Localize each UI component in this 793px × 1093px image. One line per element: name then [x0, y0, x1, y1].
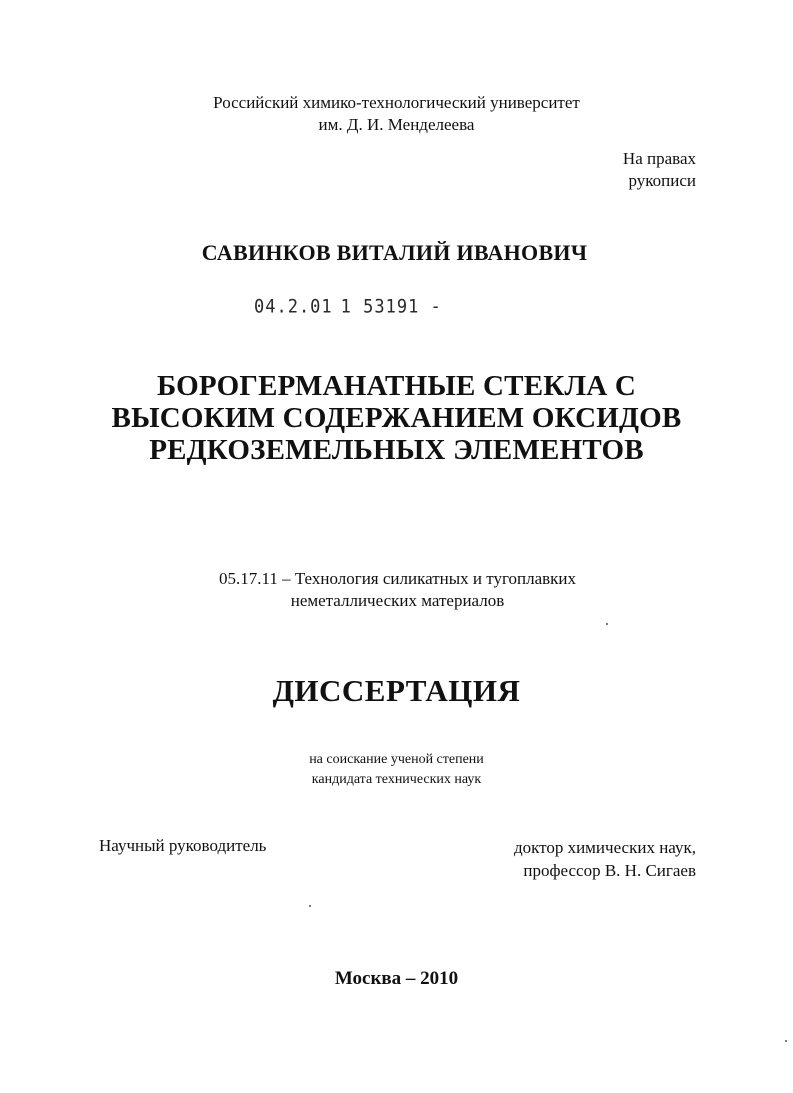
degree-line-2: кандидата технических наук	[311, 772, 482, 787]
scan-speck	[606, 623, 608, 625]
document-type: ДИССЕРТАЦИЯ	[272, 673, 521, 708]
specialty-line-1: 05.17.11 – Технология силикатных и тугоплавких	[218, 569, 577, 588]
degree-sought	[0, 750, 793, 790]
scan-speck	[309, 905, 311, 907]
specialty-line-2: неметаллических материалов	[290, 591, 505, 610]
title-line-3: РЕДКОЗЕМЕЛЬНЫХ ЭЛЕМЕНТОВ	[149, 434, 644, 466]
university-header	[0, 92, 793, 136]
scan-speck	[785, 1040, 787, 1042]
author-name: САВИНКОВ ВИТАЛИЙ ИВАНОВИЧ	[201, 240, 588, 265]
degree-line-1: на соискание ученой степени	[309, 752, 484, 767]
rights-line-2: рукописи	[628, 171, 696, 190]
specialty	[1, 568, 793, 612]
title-line-1: БОРОГЕРМАНАТНЫЕ СТЕКЛА С	[156, 370, 637, 402]
supervisor-info	[514, 836, 696, 882]
supervisor-name: профессор В. Н. Сигаев	[523, 861, 696, 880]
title-line-2: ВЫСОКИМ СОДЕРЖАНИЕМ ОКСИДОВ	[111, 402, 682, 434]
manuscript-rights	[623, 148, 696, 192]
city-year: Москва – 2010	[334, 968, 459, 989]
university-name: Российский химико-технологический университет	[213, 93, 580, 112]
supervisor-degree: доктор химических наук,	[513, 838, 696, 857]
supervisor-label: Научный руководитель	[99, 836, 267, 855]
university-named-after: им. Д. И. Менделеева	[318, 115, 475, 134]
rights-line-1: На правах	[622, 149, 696, 168]
stamp-number: 1 53191 -	[340, 296, 442, 318]
stamp-code: 04.2.01	[254, 296, 333, 318]
registration-stamp	[254, 296, 442, 318]
dissertation-title	[0, 370, 793, 466]
